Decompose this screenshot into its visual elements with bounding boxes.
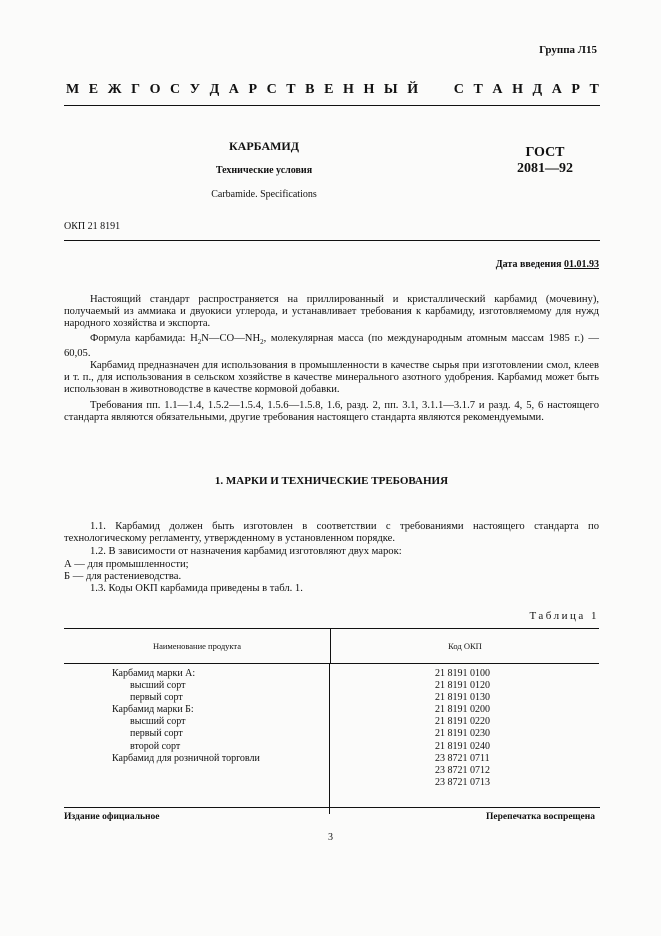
heading-letter: Н (512, 82, 523, 97)
okp-codes-table (64, 628, 599, 814)
okp-rule (64, 240, 600, 241)
standard-type-heading (66, 82, 599, 98)
heading-letter: С (453, 82, 464, 97)
header-rule (64, 105, 600, 106)
reprint-prohibited-label: Перепечатка воспрещена (485, 812, 595, 822)
table-caption: Таблица 1 (529, 610, 599, 622)
heading-letter: А (551, 82, 562, 97)
table-row-code: 21 8191 0120 (435, 680, 490, 692)
table-row-code: 21 8191 0200 (435, 704, 490, 716)
clause-1-1: 1.1. Карбамид должен быть изготовлен в соответствии с требованиями настоящего стандарта по технологическому регламенту, утвержденному в установленном порядке. (64, 521, 599, 545)
heading-letter: Н (363, 82, 375, 97)
heading-letter: С (266, 82, 277, 97)
heading-letter: Ы (383, 82, 398, 97)
heading-letter: А (228, 82, 239, 97)
product-column (64, 664, 330, 814)
date-intro-label: Дата введения (495, 259, 562, 270)
heading-letter: Д (532, 82, 543, 97)
gost-designation (505, 145, 585, 177)
heading-letter: Р (571, 82, 580, 97)
heading-letter: С (170, 82, 181, 97)
document-title: КАРБАМИД (228, 139, 300, 153)
heading-letter: Д (209, 82, 220, 97)
heading-letter: Ж (107, 82, 122, 97)
mark-b-item: Б — для растениеводства. (64, 571, 182, 582)
group-label: Группа Л15 (539, 44, 597, 56)
table-row-code: 23 8721 0713 (435, 776, 490, 788)
table-header (64, 628, 599, 664)
table-row-code: 21 8191 0100 (435, 668, 490, 679)
heading-letter (428, 82, 432, 98)
table-row-code: 21 8191 0240 (435, 740, 490, 752)
section-1-heading: 1. МАРКИ И ТЕХНИЧЕСКИЕ ТРЕБОВАНИЯ (214, 475, 449, 487)
table-row-code: 21 8191 0230 (435, 728, 490, 740)
table-row-product: первый сорт (130, 728, 183, 740)
date-of-introduction (496, 259, 599, 270)
table-body (64, 664, 599, 814)
heading-letter: А (492, 82, 503, 97)
intro-paragraph-requirements: Требования пп. 1.1—1.4, 1.5.2—1.5.4, 1.5.6—1.5.8, 1.6, разд. 2, пп. 3.1, 3.1.1—3.1.7 и разд. 4, 5, 6 настоящего стандарта являются обязательными, другие требования настоящего стандарта являются рекомендуемыми. (64, 400, 599, 424)
okp-code: ОКП 21 8191 (64, 221, 121, 232)
clause-1-3: 1.3. Коды ОКП карбамида приведены в табл. 1. (90, 583, 303, 594)
heading-letter: Р (248, 82, 258, 97)
code-column (330, 664, 599, 814)
table-row-product: первый сорт (130, 692, 183, 704)
header-product: Наименование продукта (64, 629, 331, 663)
heading-letter: У (189, 82, 200, 97)
table-row-product: высший сорт (130, 680, 186, 692)
gost-number: 2081—92 (517, 161, 573, 176)
table-row-code: 21 8191 0130 (435, 692, 490, 704)
official-edition-label: Издание официальное (64, 812, 160, 822)
heading-letter: Т (473, 82, 483, 97)
gost-label: ГОСТ (525, 145, 565, 160)
intro-paragraph-purpose: Карбамид предназначен для использования в промышленности в качестве сырья при изготовлении смол, клеев и т. п., для использования в сельском хозяйстве в качестве минерального азотного удобрения. Карбамид может быть использован в животноводстве в качестве кормовой добавки. (64, 360, 599, 396)
heading-letter: Й (407, 82, 419, 97)
table-row-product: высший сорт (130, 716, 186, 728)
document-subtitle: Технические условия (215, 165, 313, 176)
heading-letter: Н (342, 82, 354, 97)
intro-paragraph-1: Настоящий стандарт распространяется на приллированный и кристаллический карбамид (мочевину), получаемый из аммиака и двуокиси углерода, и устанавливает требования к карбамиду, изготовляемому для нужд народного хозяйства и экспорта. (64, 294, 599, 330)
table-row-code: 23 8721 0712 (435, 764, 490, 776)
table-row-product: Карбамид для розничной торговли (112, 752, 260, 764)
heading-letter (441, 82, 445, 98)
table-row-code: 23 8721 0711 (435, 752, 490, 764)
heading-letter: Г (131, 82, 141, 97)
table-row-product: Карбамид марки Б: (112, 704, 194, 716)
table-row-code: 21 8191 0220 (435, 716, 490, 728)
page-number: 3 (328, 832, 333, 843)
heading-letter: Е (88, 82, 99, 97)
heading-letter: О (149, 82, 161, 97)
mark-a-item: А — для промышленности; (64, 559, 189, 570)
heading-letter: В (305, 82, 315, 97)
intro-paragraph-formula: Формула карбамида: $H_2N—CO—NH_2$, молекулярная масса (по международным атомным массам 1985 г.) — 60,05. (64, 333, 599, 360)
date-intro-value: 01.01.93 (564, 259, 599, 270)
footer-rule (64, 807, 600, 808)
heading-letter: М (66, 82, 80, 97)
table-row-product: Карбамид марки А: (112, 668, 196, 679)
table-row-product: второй сорт (130, 740, 181, 752)
clause-1-2: 1.2. В зависимости от назначения карбамид изготовляют двух марок: (90, 546, 402, 557)
heading-letter: Т (286, 82, 296, 97)
heading-letter: Т (589, 82, 599, 97)
heading-letter: Е (324, 82, 334, 97)
header-code: Код ОКП (448, 641, 482, 651)
document-english-title: Carbamide. Specifications (211, 189, 317, 200)
